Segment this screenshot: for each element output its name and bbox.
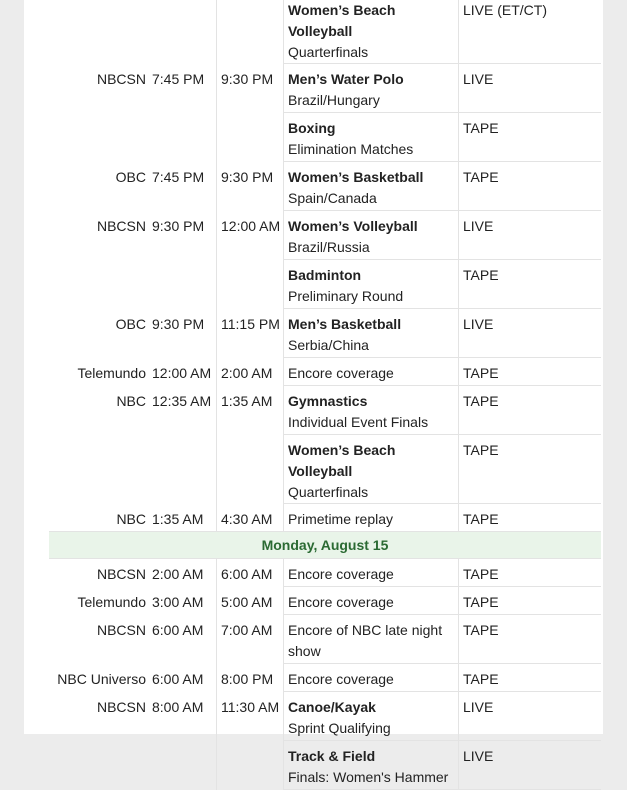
network-cell <box>49 113 150 162</box>
event-detail: Individual Event Finals <box>288 414 429 430</box>
pt-time-cell: 9:30 PM <box>217 64 284 113</box>
et-time-cell: 1:35 AM <box>150 504 217 532</box>
sport-name: Women’s Volleyball <box>288 218 418 234</box>
status-cell: TAPE <box>459 559 602 587</box>
pt-time-cell: 5:00 AM <box>217 587 284 615</box>
et-time-cell: 6:00 AM <box>152 670 204 687</box>
pt-time-cell: 8:00 PM <box>217 664 284 692</box>
schedule-row <box>49 615 601 664</box>
sport-name: Canoe/Kayak <box>288 699 376 715</box>
event-cell: Encore coverage <box>284 587 459 615</box>
et-time-cell: 3:00 AM <box>152 593 204 610</box>
pt-time-cell: 4:30 AM <box>217 504 284 532</box>
network-cell: Telemundo <box>77 593 146 610</box>
et-time-cell <box>150 435 217 504</box>
status-cell: TAPE <box>459 162 602 211</box>
et-time-cell <box>150 113 217 162</box>
schedule-row <box>49 211 601 260</box>
et-time-cell: 6:00 AM <box>152 621 204 638</box>
sport-name: Gymnastics <box>288 393 368 409</box>
pt-time-cell <box>217 741 284 790</box>
network-cell <box>49 0 150 64</box>
status-cell: TAPE <box>459 386 602 435</box>
network-cell: NBC <box>116 392 146 409</box>
event-detail: Quarterfinals <box>288 484 369 500</box>
schedule-row <box>49 664 601 692</box>
network-cell: NBC <box>49 504 150 532</box>
sport-name: Boxing <box>288 120 336 136</box>
et-time-cell: 9:30 PM <box>152 217 205 234</box>
event-cell: Primetime replay <box>284 504 459 532</box>
event-cell <box>284 64 459 113</box>
pt-time-cell: 2:00 AM <box>217 358 284 386</box>
event-detail: Quarterfinals <box>288 44 369 60</box>
pt-time-cell: 12:00 AM <box>217 211 284 260</box>
event-detail: Elimination Matches <box>288 141 414 157</box>
network-cell: OBC <box>115 315 146 332</box>
status-cell: TAPE <box>459 504 602 532</box>
network-cell: NBCSN <box>96 566 146 582</box>
status-cell: LIVE <box>459 692 602 741</box>
pt-time-cell: 11:15 PM <box>217 309 284 358</box>
schedule-row <box>49 309 601 358</box>
schedule-row <box>49 260 601 309</box>
event-cell <box>284 113 459 162</box>
pt-time-cell: 1:35 AM <box>217 386 284 435</box>
sport-name: Track & Field <box>288 748 376 764</box>
schedule-row <box>49 504 601 532</box>
pt-time-cell <box>217 0 284 64</box>
event-cell <box>284 741 459 790</box>
schedule-row <box>49 435 601 504</box>
network-cell: OBC <box>115 168 146 185</box>
event-detail: Brazil/Russia <box>288 239 370 255</box>
schedule-row <box>49 559 601 587</box>
event-cell <box>284 309 459 358</box>
day-heading: Monday, August 15 <box>49 532 601 559</box>
schedule-row <box>49 692 601 741</box>
olympics-tv-schedule-table <box>49 0 601 790</box>
schedule-page <box>24 0 603 785</box>
et-time-cell: 7:45 PM <box>152 70 205 87</box>
event-cell <box>284 435 459 504</box>
sport-name: Women’s Beach Volleyball <box>288 2 396 39</box>
event-detail: Spain/Canada <box>288 190 377 206</box>
schedule-row <box>49 386 601 435</box>
et-time-cell: 12:35 AM <box>152 392 212 409</box>
et-time-cell: 2:00 AM <box>152 566 204 582</box>
pt-time-cell <box>217 435 284 504</box>
pt-time-cell: 11:30 AM <box>217 692 284 741</box>
et-time-cell <box>150 741 217 790</box>
status-cell: TAPE <box>459 587 602 615</box>
event-detail: Serbia/China <box>288 337 369 353</box>
status-cell: TAPE <box>459 615 602 664</box>
status-cell: LIVE <box>459 309 602 358</box>
day-header-row <box>49 532 601 559</box>
network-cell: NBCSN <box>96 698 146 715</box>
sport-name: Women’s Beach Volleyball <box>288 442 396 479</box>
event-cell <box>284 0 459 64</box>
event-cell <box>284 692 459 741</box>
status-cell: TAPE <box>459 664 602 692</box>
event-cell <box>284 386 459 435</box>
status-cell: TAPE <box>459 435 602 504</box>
pt-time-cell: 9:30 PM <box>217 162 284 211</box>
pt-time-cell: 6:00 AM <box>217 559 284 587</box>
network-cell: Telemundo <box>77 364 146 381</box>
schedule-row <box>49 358 601 386</box>
status-cell: TAPE <box>459 358 602 386</box>
sport-name: Men’s Water Polo <box>288 71 404 87</box>
et-time-cell: 8:00 AM <box>152 698 204 715</box>
et-time-cell <box>150 0 217 64</box>
pt-time-cell: 7:00 AM <box>217 615 284 664</box>
event-cell: Encore of NBC late night show <box>284 615 459 664</box>
event-detail: Sprint Qualifying <box>288 720 391 736</box>
status-cell: TAPE <box>459 260 602 309</box>
status-cell: LIVE <box>459 211 602 260</box>
status-cell: LIVE (ET/CT) <box>459 0 602 64</box>
pt-time-cell <box>217 260 284 309</box>
event-cell: Encore coverage <box>284 559 459 587</box>
status-cell: TAPE <box>459 113 602 162</box>
event-cell: Encore coverage <box>284 358 459 386</box>
sport-name: Women’s Basketball <box>288 169 424 185</box>
network-cell: NBC Universo <box>57 670 146 687</box>
schedule-row <box>49 587 601 615</box>
event-cell <box>284 211 459 260</box>
event-detail: Finals: Women's Hammer <box>288 769 449 785</box>
pt-time-cell <box>217 113 284 162</box>
event-detail: Preliminary Round <box>288 288 404 304</box>
status-cell: LIVE <box>459 64 602 113</box>
network-cell <box>49 435 150 504</box>
sport-name: Badminton <box>288 267 362 283</box>
schedule-row <box>49 64 601 113</box>
network-cell <box>49 741 150 790</box>
event-cell: Encore coverage <box>284 664 459 692</box>
schedule-row <box>49 741 601 790</box>
status-cell: LIVE <box>459 741 602 790</box>
event-cell <box>284 260 459 309</box>
et-time-cell <box>150 260 217 309</box>
network-cell: NBCSN <box>96 70 146 87</box>
et-time-cell: 9:30 PM <box>152 315 205 332</box>
network-cell: NBCSN <box>96 217 146 234</box>
network-cell: NBCSN <box>96 621 146 638</box>
schedule-row <box>49 0 601 64</box>
network-cell <box>49 260 150 309</box>
schedule-row <box>49 113 601 162</box>
sport-name: Men’s Basketball <box>288 316 402 332</box>
et-time-cell: 7:45 PM <box>152 168 205 185</box>
schedule-row <box>49 162 601 211</box>
et-time-cell: 12:00 AM <box>152 364 212 381</box>
event-cell <box>284 162 459 211</box>
event-detail: Brazil/Hungary <box>288 92 380 108</box>
